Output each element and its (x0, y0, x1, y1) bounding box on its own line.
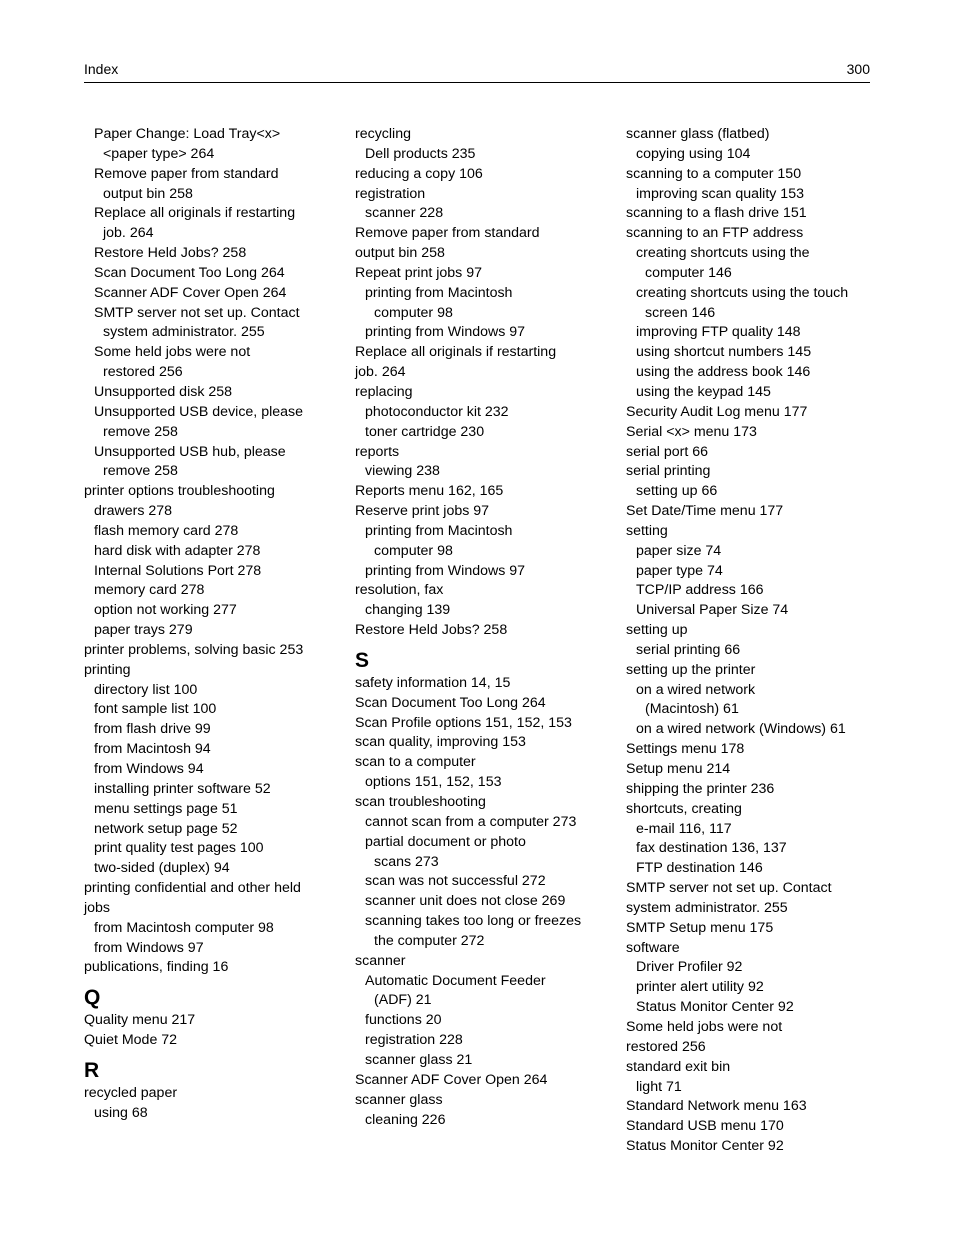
index-subentry: Paper Change: Load Tray<x> (94, 126, 281, 142)
index-section-letter: S (355, 648, 370, 672)
index-subentry: printing from Macintosh (365, 284, 513, 301)
index-subentry: <paper type> 264 (103, 145, 215, 162)
index-entry: serial port 66 (626, 443, 709, 460)
index-entry: standard exit bin (626, 1058, 731, 1075)
index-entry: printer problems, solving basic 253 (84, 641, 304, 658)
index-subentry: paper type 74 (636, 562, 723, 579)
index-subentry: scanner glass 21 (365, 1051, 473, 1068)
index-subentry: from Macintosh 94 (94, 741, 211, 758)
index-subentry: screen 146 (645, 304, 716, 321)
index-subentry: paper trays 279 (94, 622, 193, 639)
index-entry: scanning to a computer 150 (626, 165, 802, 182)
index-entry: Security Audit Log menu 177 (626, 403, 808, 420)
index-subentry: from Windows 97 (94, 939, 204, 956)
index-subentry: improving FTP quality 148 (636, 324, 801, 341)
index-entry: Scan Profile options 151, 152, 153 (355, 714, 572, 731)
index-subentry: option not working 277 (94, 602, 237, 619)
index-subentry: (Macintosh) 61 (645, 701, 739, 718)
index-subentry: installing printer software 52 (94, 780, 271, 797)
index-subentry: scanner unit does not close 269 (365, 893, 566, 910)
index-entry: software (626, 939, 680, 956)
index-subentry: using the keypad 145 (636, 383, 771, 400)
index-subentry: from flash drive 99 (94, 721, 211, 738)
index-subentry: Some held jobs were not (94, 344, 251, 361)
index-subentry: computer 98 (374, 542, 453, 559)
index-entry: scan troubleshooting (355, 794, 486, 810)
index-subentry: the computer 272 (374, 932, 485, 949)
index-subentry: creating shortcuts using the touch (636, 284, 849, 301)
index-subentry: using shortcut numbers 145 (636, 344, 812, 361)
index-subentry: paper size 74 (636, 542, 722, 559)
index-entry: Quality menu 217 (84, 1012, 196, 1029)
index-entry: Reports menu 162, 165 (355, 483, 504, 500)
index-subentry: remove 258 (103, 463, 178, 480)
index-subentry: cannot scan from a computer 273 (365, 813, 577, 830)
index-entry: reducing a copy 106 (355, 165, 483, 182)
index-subentry: serial printing 66 (636, 641, 741, 658)
index-subentry: functions 20 (365, 1012, 442, 1029)
index-entry: Settings menu 178 (626, 741, 745, 758)
index-entry: scanner glass (355, 1091, 443, 1108)
index-entry: reports (355, 443, 400, 460)
index-subentry: network setup page 52 (94, 820, 238, 837)
index-subentry: viewing 238 (365, 463, 440, 480)
index-subentry: printer alert utility 92 (636, 979, 764, 996)
index-subentry: printing from Windows 97 (365, 562, 526, 579)
index-subentry: flash memory card 278 (94, 522, 239, 539)
index-subentry: Dell products 235 (365, 145, 476, 162)
index-column-3 (626, 125, 876, 1157)
index-subentry: Universal Paper Size 74 (636, 602, 789, 619)
index-subentry: fax destination 136, 137 (636, 840, 787, 857)
index-entry: shortcuts, creating (626, 800, 742, 817)
index-subentry: from Windows 94 (94, 761, 204, 777)
index-subentry: photoconductor kit 232 (365, 403, 509, 420)
index-subentry: on a wired network (Windows) 61 (636, 721, 846, 738)
index-entry: Standard USB menu 170 (626, 1118, 784, 1135)
index-subentry: Scanner ADF Cover Open 264 (94, 284, 287, 301)
index-subentry: printing from Windows 97 (365, 324, 526, 341)
index-subentry: output bin 258 (103, 185, 193, 202)
index-entry: Quiet Mode 72 (84, 1032, 178, 1049)
index-subentry: Scan Document Too Long 264 (94, 264, 285, 281)
index-subentry: SMTP server not set up. Contact (94, 304, 300, 321)
index-entry: jobs (84, 899, 111, 916)
index-entry: printing (84, 661, 131, 678)
index-subentry: cleaning 226 (365, 1111, 446, 1128)
index-entry: scanning to a flash drive 151 (626, 205, 807, 222)
index-subentry: creating shortcuts using the (636, 245, 810, 262)
index-subentry: registration 228 (365, 1032, 463, 1049)
index-subentry: Driver Profiler 92 (636, 959, 743, 976)
index-subentry: drawers 278 (94, 503, 173, 520)
index-subentry: improving scan quality 153 (636, 185, 804, 202)
index-entry: system administrator. 255 (626, 899, 788, 916)
index-entry: Remove paper from standard (355, 225, 540, 242)
index-subentry: options 151, 152, 153 (365, 774, 502, 791)
page-header (84, 60, 870, 83)
index-entry: job. 264 (355, 364, 406, 381)
index-entry: SMTP Setup menu 175 (626, 919, 774, 936)
index-entry: Repeat print jobs 97 (355, 264, 482, 281)
index-entry: Replace all originals if restarting (355, 344, 557, 361)
index-subentry: Internal Solutions Port 278 (94, 562, 262, 579)
index-subentry: menu settings page 51 (94, 800, 238, 817)
index-entry: recycled paper (84, 1084, 178, 1101)
index-entry: Setup menu 214 (626, 761, 731, 777)
index-entry: SMTP server not set up. Contact (626, 880, 832, 897)
index-subentry: scan was not successful 272 (365, 873, 546, 890)
index-subentry: Automatic Document Feeder (365, 972, 546, 989)
index-entry: Reserve print jobs 97 (355, 503, 490, 520)
index-subentry: copying using 104 (636, 145, 751, 162)
index-subentry: computer 146 (645, 264, 732, 281)
index-subentry: light 71 (636, 1078, 682, 1095)
index-entry: Set Date/Time menu 177 (626, 503, 784, 520)
index-subentry: (ADF) 21 (374, 992, 432, 1009)
index-subentry: print quality test pages 100 (94, 840, 264, 857)
index-entry: publications, finding 16 (84, 959, 229, 976)
index-subentry: e-mail 116, 117 (636, 820, 732, 837)
index-subentry: Status Monitor Center 92 (636, 999, 794, 1016)
index-subentry: scanning takes too long or freezes (365, 913, 582, 930)
index-entry: resolution, fax (355, 582, 444, 599)
index-subentry: remove 258 (103, 423, 178, 440)
index-entry: scanner (355, 952, 406, 969)
index-subentry: changing 139 (365, 602, 451, 619)
index-entry: shipping the printer 236 (626, 780, 775, 797)
index-entry: recycling (355, 126, 411, 142)
index-subentry: job. 264 (103, 225, 154, 242)
index-entry: setting (626, 522, 668, 539)
index-entry: Some held jobs were not (626, 1018, 783, 1035)
index-subentry: directory list 100 (94, 681, 198, 698)
index-subentry: FTP destination 146 (636, 860, 763, 877)
index-entry: restored 256 (626, 1038, 706, 1055)
index-subentry: setting up 66 (636, 483, 718, 500)
index-entry: printing confidential and other held (84, 880, 301, 897)
index-section-letter: R (84, 1058, 100, 1082)
index-subentry: Unsupported USB hub, please (94, 443, 286, 460)
index-subentry: Replace all originals if restarting (94, 205, 296, 222)
index-subentry: scanner 228 (365, 205, 444, 222)
index-entry: scan quality, improving 153 (355, 734, 526, 751)
index-subentry: Unsupported disk 258 (94, 383, 233, 400)
index-entry: Standard Network menu 163 (626, 1098, 807, 1115)
index-section-letter: Q (84, 986, 101, 1010)
index-subentry: Unsupported USB device, please (94, 403, 303, 420)
index-column-2 (355, 125, 607, 1130)
index-subentry: from Macintosh computer 98 (94, 919, 274, 936)
index-subentry: two-sided (duplex) 94 (94, 860, 230, 877)
index-entry: serial printing (626, 463, 711, 480)
index-subentry: printing from Macintosh (365, 522, 513, 539)
index-entry: registration (355, 185, 426, 202)
index-subentry: restored 256 (103, 364, 183, 381)
index-subentry: partial document or photo (365, 833, 526, 850)
index-entry: printer options troubleshooting (84, 483, 275, 500)
index-subentry: hard disk with adapter 278 (94, 542, 261, 559)
section-title: Index (84, 61, 119, 77)
index-subentry: TCP/IP address 166 (636, 582, 764, 599)
index-entry: Scan Document Too Long 264 (355, 694, 546, 711)
index-subentry: using 68 (94, 1104, 148, 1121)
index-subentry: computer 98 (374, 304, 453, 321)
index-subentry: system administrator. 255 (103, 324, 265, 341)
index-subentry: Remove paper from standard (94, 165, 279, 182)
index-entry: setting up (626, 622, 688, 639)
index-entry: setting up the printer (626, 661, 756, 678)
index-subentry: memory card 278 (94, 582, 205, 599)
index-entry: Restore Held Jobs? 258 (355, 622, 508, 639)
index-subentry: using the address book 146 (636, 364, 811, 381)
index-subentry: font sample list 100 (94, 701, 217, 718)
page-number: 300 (846, 61, 870, 77)
index-subentry: Restore Held Jobs? 258 (94, 245, 247, 262)
index-entry: scanning to an FTP address (626, 225, 804, 242)
index-entry: replacing (355, 383, 413, 400)
index-entry: safety information 14, 15 (355, 674, 511, 691)
index-subentry: on a wired network (636, 681, 756, 698)
index-subentry: toner cartridge 230 (365, 423, 485, 440)
index-entry: scanner glass (flatbed) (626, 126, 770, 142)
index-entry: Status Monitor Center 92 (626, 1138, 784, 1155)
index-entry: Scanner ADF Cover Open 264 (355, 1071, 548, 1088)
index-subentry: scans 273 (374, 853, 439, 870)
index-column-1 (84, 125, 334, 1124)
index-entry: output bin 258 (355, 245, 445, 262)
index-entry: Serial <x> menu 173 (626, 423, 757, 440)
index-entry: scan to a computer (355, 754, 476, 771)
